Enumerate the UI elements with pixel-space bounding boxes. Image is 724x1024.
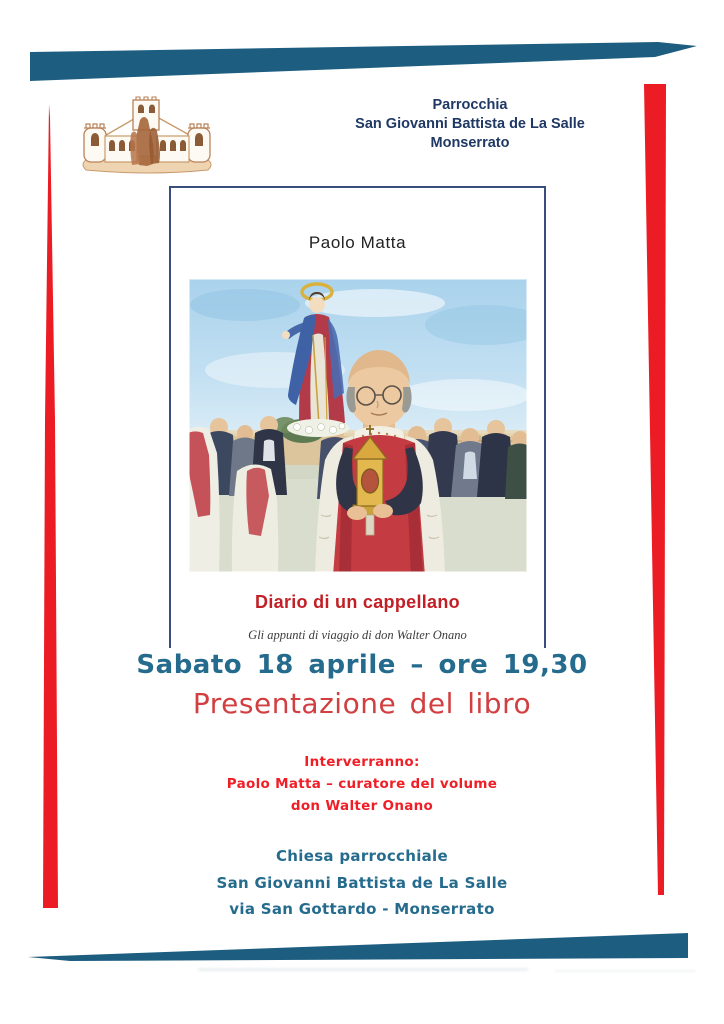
- scan-artifact-smudge: [198, 968, 528, 971]
- speaker-item: don Walter Onano: [290, 798, 434, 814]
- book-subtitle: Gli appunti di viaggio di don Walter Onano: [248, 628, 467, 642]
- book-author: Paolo Matta: [308, 233, 407, 252]
- header-line-town: Monserrato: [430, 135, 510, 151]
- venue-line-parish: San Giovanni Battista de La Salle: [216, 873, 508, 892]
- event-title: Presentazione del libro: [192, 687, 532, 720]
- bottom-blue-band: [28, 933, 688, 961]
- book-cover-illustration: [185, 275, 531, 576]
- venue-block: [0, 843, 724, 923]
- venue-line-church: Chiesa parrocchiale: [276, 847, 448, 865]
- scan-artifact-smudge: [555, 970, 695, 972]
- parish-header: [250, 96, 690, 153]
- speakers-block: [0, 751, 724, 817]
- top-blue-band: [30, 42, 697, 81]
- header-line-parish-name: San Giovanni Battista de La Salle: [355, 116, 585, 132]
- speakers-heading: Interverranno:: [304, 754, 420, 770]
- speaker-item: Paolo Matta – curatore del volume: [226, 776, 498, 792]
- parish-logo: [76, 94, 218, 178]
- book-title: Diario di un cappellano: [255, 592, 460, 612]
- header-line-parrocchia: Parrocchia: [432, 97, 508, 113]
- event-date: Sabato 18 aprile – ore 19,30: [136, 650, 588, 680]
- venue-line-address: via San Gottardo - Monserrato: [229, 900, 495, 918]
- book-cover: [169, 186, 546, 648]
